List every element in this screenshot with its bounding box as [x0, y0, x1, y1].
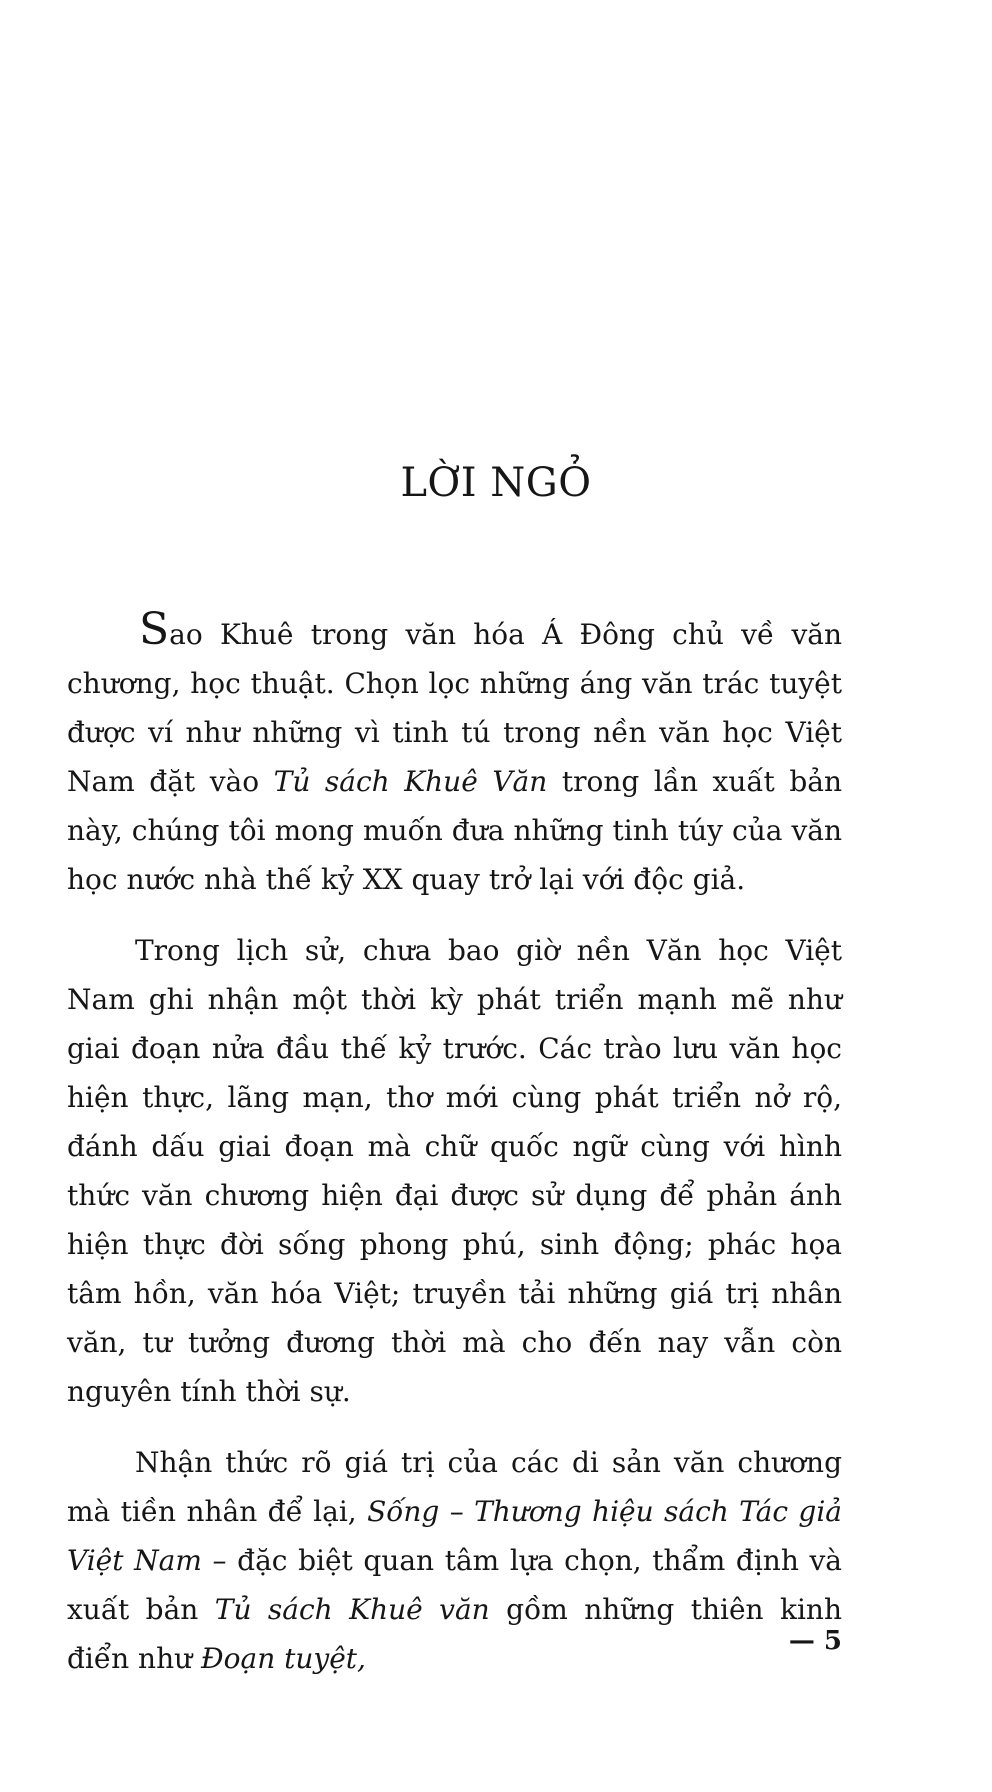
page-number: — 5 — [788, 1626, 842, 1656]
body-text — [67, 604, 842, 1705]
paragraph — [67, 926, 842, 1416]
text-run: đặc biệt quan tâm lựa chọn, thẩm định và xuất bản — [67, 1544, 842, 1626]
italic-run: Tủ sách Khuê văn — [214, 1593, 490, 1626]
italic-run: Tủ sách Khuê Văn — [273, 765, 548, 798]
page-title: LỜI NGỎ — [400, 460, 592, 506]
text-run: trong lần xuất bản này, chúng tôi mong muốn đưa những tinh túy của văn học nước nhà thế kỷ XX quay trở lại với độc giả. — [67, 765, 842, 896]
text-run: ao Khuê trong văn hóa Á Đông chủ về văn chương, học thuật. Chọn lọc những áng văn trác tuyệt được ví như những vì tinh tú trong nền văn học Việt Nam đặt vào — [67, 618, 842, 798]
text-run: Nhận thức rõ giá trị của các di sản văn chương mà tiền nhân để lại, — [67, 1446, 842, 1528]
text-run: Trong lịch sử, chưa bao giờ nền Văn học Việt Nam ghi nhận một thời kỳ phát triển mạnh mẽ như giai đoạn nửa đầu thế kỷ trước. Các trào lưu văn học hiện thực, lãng mạn, thơ mới cùng phát triển nở rộ, đánh dấu giai đoạn mà chữ quốc ngữ cùng với hình thức văn chương hiện đại được sử dụng để phản ánh hiện thực đời sống phong phú, sinh động; phác họa tâm hồn, văn hóa Việt; truyền tải những giá trị nhân văn, tư tưởng đương thời mà cho đến nay vẫn còn nguyên tính thời sự. — [67, 934, 842, 1408]
paragraph — [67, 1438, 842, 1683]
paragraph — [67, 604, 842, 904]
drop-cap: S — [139, 604, 170, 655]
italic-run: Đoạn tuyệt, — [201, 1642, 366, 1675]
italic-run: Sống – Thương hiệu sách Tác giả Việt Nam – — [67, 1495, 842, 1577]
text-run: gồm những thiên kinh điển như — [67, 1593, 842, 1675]
